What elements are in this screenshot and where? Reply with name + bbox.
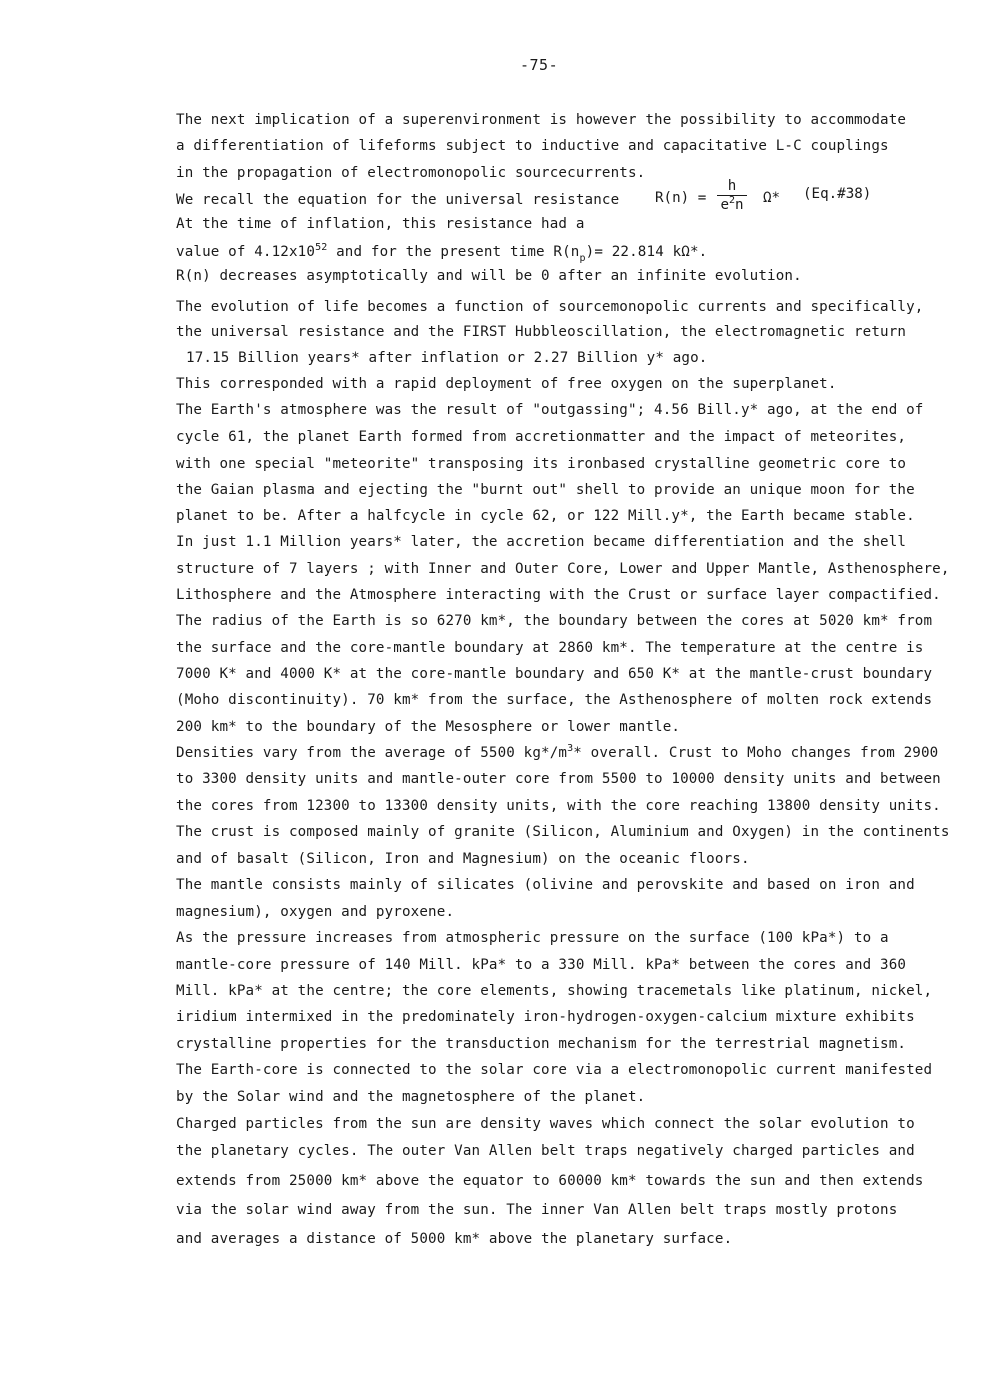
equation-fraction — [715, 178, 749, 213]
text-line: to 3300 density units and mantle-outer core from 5500 to 10000 density units and between — [176, 771, 941, 787]
text-line: magnesium), oxygen and pyroxene. — [176, 904, 455, 920]
equation-denominator: $e^2n$ — [720, 195, 744, 213]
text-line: by the Solar wind and the magnetosphere of the planet. — [176, 1089, 646, 1105]
text-line: As the pressure increases from atmospheric pressure on the surface (100 kPa*) to a — [176, 930, 889, 946]
text-line: The radius of the Earth is so 6270 km*, the boundary between the cores at 5020 km* from — [176, 613, 933, 629]
text-line: iridium intermixed in the predominately iron-hydrogen-oxygen-calcium mixture exhibits — [176, 1009, 915, 1025]
text-line: mantle-core pressure of 140 Mill. kPa* to a 330 Mill. kPa* between the cores and 360 — [176, 957, 907, 973]
text-line: This corresponded with a rapid deployment of free oxygen on the superplanet. — [176, 376, 837, 392]
text-line: crystalline properties for the transduction mechanism for the terrestrial magnetism. — [176, 1036, 907, 1052]
text-line: 200 km* to the boundary of the Mesosphere or lower mantle. — [176, 719, 681, 735]
text-line: The crust is composed mainly of granite (Silicon, Aluminium and Oxygen) in the continents — [176, 824, 950, 840]
text-line: The Earth-core is connected to the solar core via a electromonopolic current manifested — [176, 1062, 933, 1078]
ohm-unit: Ω* — [763, 190, 781, 206]
text-line: the cores from 12300 to 13300 density units, with the core reaching 13800 density units. — [176, 798, 941, 814]
text-line: with one special "meteorite" transposing its ironbased crystalline geometric core to — [176, 456, 907, 472]
text-line: In just 1.1 Million years* later, the accretion became differentiation and the shell — [176, 534, 907, 550]
text-line: (Moho discontinuity). 70 km* from the surface, the Asthenosphere of molten rock extends — [176, 692, 933, 708]
text-line: the surface and the core-mantle boundary at 2860 km*. The temperature at the centre is — [176, 640, 924, 656]
page-number: -75- — [520, 56, 559, 74]
text-line: The evolution of life becomes a function of sourcemonopolic currents and specifically, — [176, 299, 924, 315]
text-line: cycle 61, the planet Earth formed from accretionmatter and the impact of meteorites, — [176, 429, 907, 445]
text-line: Charged particles from the sun are density waves which connect the solar evolution to — [176, 1116, 915, 1132]
text-line: The next implication of a superenvironment is however the possibility to accommodate — [176, 112, 907, 128]
text-line: 7000 K* and 4000 K* at the core-mantle boundary and 650 K* at the mantle-crust boundary — [176, 666, 933, 682]
universal-resistance-equation — [655, 178, 885, 218]
text-line: and of basalt (Silicon, Iron and Magnesium) on the oceanic floors. — [176, 851, 750, 867]
text-line: We recall the equation for the universal resistance — [176, 192, 620, 208]
text-line: The Earth's atmosphere was the result of "outgassing"; 4.56 Bill.y* ago, at the end of — [176, 402, 924, 418]
text-line: structure of 7 layers ; with Inner and Outer Core, Lower and Upper Mantle, Asthenosphere, — [176, 561, 950, 577]
text-line: Lithosphere and the Atmosphere interacting with the Crust or surface layer compactified. — [176, 587, 941, 603]
text-line: the Gaian plasma and ejecting the "burnt out" shell to provide an unique moon for the — [176, 482, 915, 498]
text-line: At the time of inflation, this resistance had a — [176, 216, 585, 232]
text-line: Mill. kPa* at the centre; the core elements, showing tracemetals like platinum, nickel, — [176, 983, 933, 999]
text-line: and averages a distance of 5000 km* above the planetary surface. — [176, 1231, 733, 1247]
equation-numerator: h — [727, 178, 737, 194]
text-line: 17.15 Billion years* after inflation or 2.27 Billion y* ago. — [186, 350, 708, 366]
text-line: via the solar wind away from the sun. The inner Van Allen belt traps mostly protons — [176, 1202, 898, 1218]
text-line: the universal resistance and the FIRST Hubbleoscillation, the electromagnetic return — [176, 324, 907, 340]
text-line: R(n) decreases asymptotically and will be 0 after an infinite evolution. — [176, 268, 802, 284]
text-line: a differentiation of lifeforms subject to inductive and capacitative L-C couplings — [176, 138, 889, 154]
text-line: planet to be. After a halfcycle in cycle 62, or 122 Mill.y*, the Earth became stable. — [176, 508, 915, 524]
text-line: Densities vary from the average of 5500 $kg*/m^3*$ overall. Crust to Moho changes from 2900 — [176, 743, 939, 761]
text-line: value of $4.12x10^{52}$ and for the present time $R(n_p)= 22.814$ kΩ*. — [176, 242, 708, 264]
equation-reference: (Eq.#38) — [803, 186, 872, 202]
text-line: in the propagation of electromonopolic sourcecurrents. — [176, 165, 646, 181]
text-line: extends from 25000 km* above the equator to 60000 km* towards the sun and then extends — [176, 1173, 924, 1189]
equation-lhs: R(n) = — [655, 190, 707, 206]
text-line: The mantle consists mainly of silicates (olivine and perovskite and based on iron and — [176, 877, 915, 893]
text-line: the planetary cycles. The outer Van Allen belt traps negatively charged particles and — [176, 1143, 915, 1159]
